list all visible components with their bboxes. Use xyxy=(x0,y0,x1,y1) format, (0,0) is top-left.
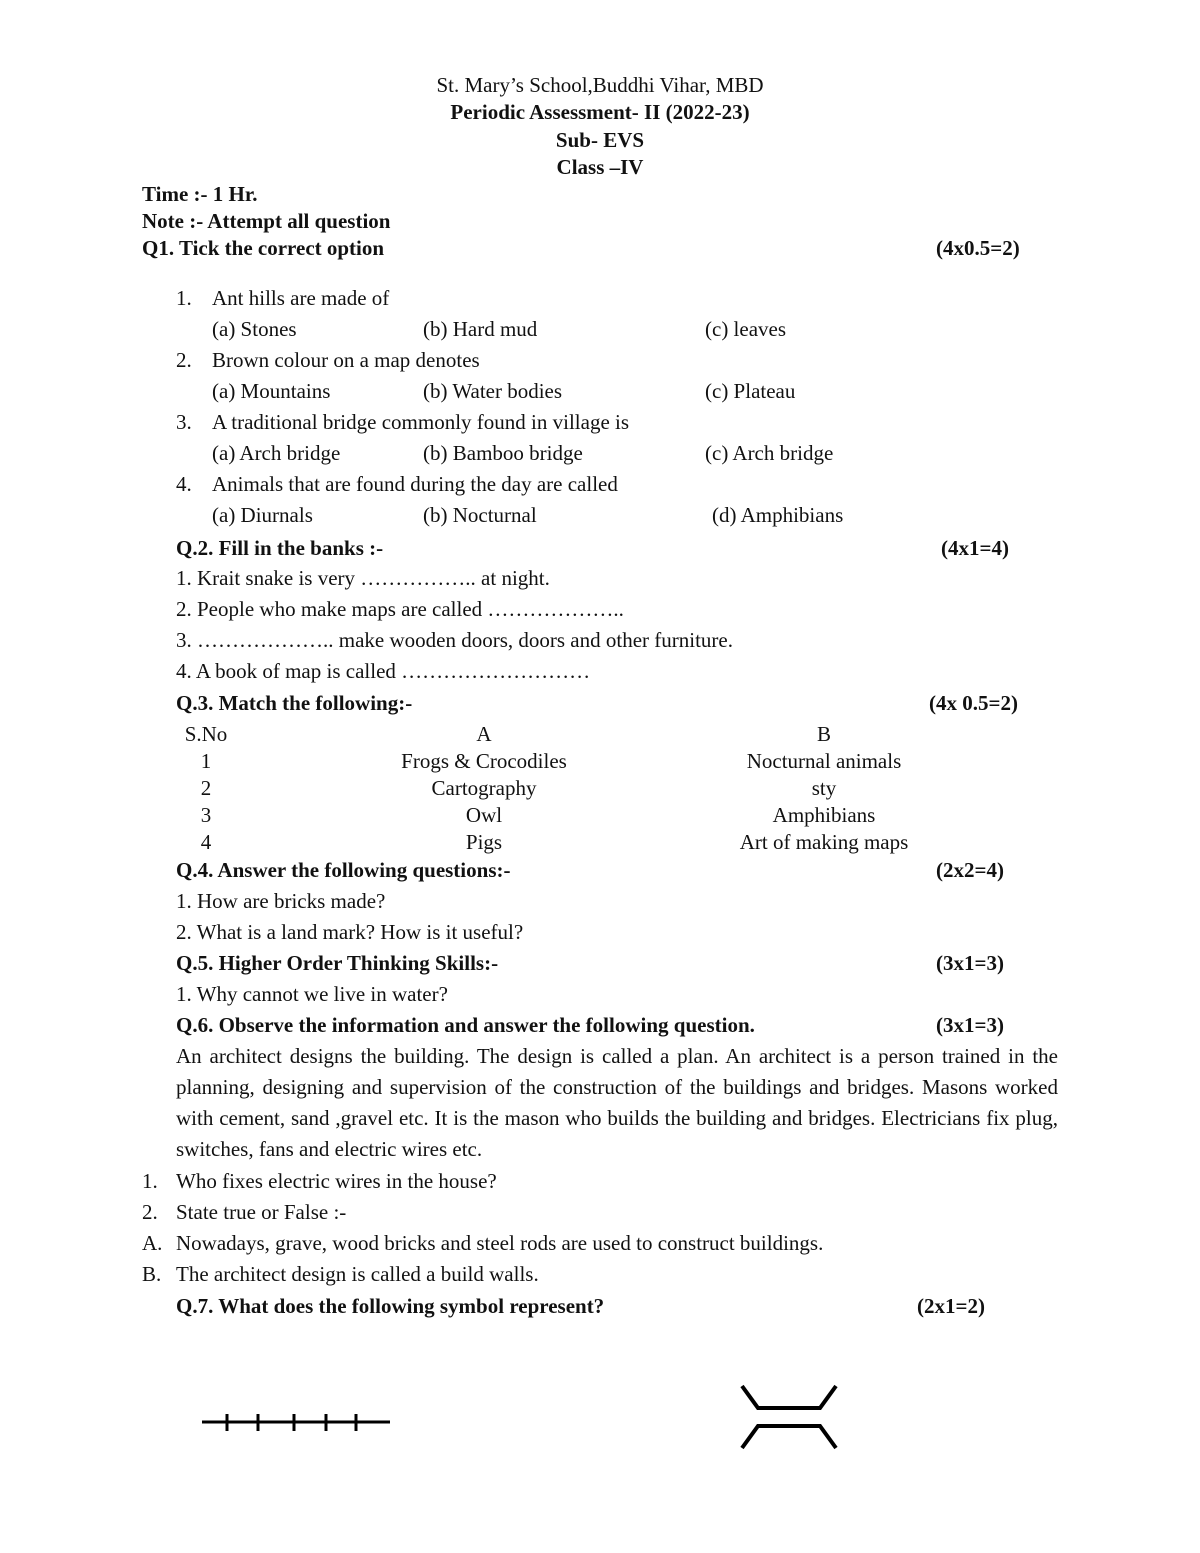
q1-item-number: 3. xyxy=(176,410,192,434)
q1-question: Animals that are found during the day are called xyxy=(212,472,618,496)
match-sno: 2 xyxy=(200,776,212,800)
school-name: St. Mary’s School,Buddhi Vihar, MBD xyxy=(436,73,764,97)
match-header-a: A xyxy=(476,722,492,746)
q6-item-number: B. xyxy=(142,1262,162,1286)
q1-question: A traditional bridge commonly found in village is xyxy=(212,410,630,434)
q1-option-c[interactable]: (c) Plateau xyxy=(705,379,796,403)
q3-title: Q.3. Match the following:- xyxy=(176,691,413,715)
q6-item-number: A. xyxy=(142,1231,163,1255)
q2-item: 3. ……………….. make wooden doors, doors and other furniture. xyxy=(176,628,733,652)
q6-item: Who fixes electric wires in the house? xyxy=(176,1169,497,1193)
match-col-a: Frogs & Crocodiles xyxy=(401,749,567,773)
q6-item: State true or False :- xyxy=(176,1200,347,1224)
match-col-a: Pigs xyxy=(465,830,503,854)
q1-item-number: 2. xyxy=(176,348,192,372)
q6-passage: An architect designs the building. The design is called a plan. An architect is a person trained in the planning, designing and supervision of the construction of the buildings and bridges. Masons worked with cement, sand ,gravel etc. It is the mason who builds the building and bridges. Electricians fix plug, switches, fans and electric wires etc. xyxy=(176,1044,1058,1161)
q1-option-b[interactable]: (b) Nocturnal xyxy=(423,503,537,527)
match-col-b: sty xyxy=(811,776,837,800)
q2-item: 2. People who make maps are called ……………….. xyxy=(176,597,624,621)
match-col-b: Art of making maps xyxy=(739,830,909,854)
q2-item: 4. A book of map is called ……………………… xyxy=(176,659,591,683)
match-col-a: Owl xyxy=(465,803,503,827)
match-header-sno: S.No xyxy=(184,722,228,746)
q3-marks: (4x 0.5=2) xyxy=(929,691,1018,715)
q6-item-number: 1. xyxy=(142,1169,158,1193)
q1-item-number: 4. xyxy=(176,472,192,496)
q1-title: Q1. Tick the correct option xyxy=(142,236,385,260)
q2-item: 1. Krait snake is very …………….. at night. xyxy=(176,566,550,590)
q4-marks: (2x2=4) xyxy=(936,858,1004,882)
q2-marks: (4x1=4) xyxy=(941,536,1009,560)
q1-option-a[interactable]: (a) Diurnals xyxy=(212,503,313,527)
q1-option-d[interactable]: (d) Amphibians xyxy=(712,503,844,527)
match-col-b: Nocturnal animals xyxy=(746,749,902,773)
bridge-symbol xyxy=(732,1378,848,1454)
exam-title: Periodic Assessment- II (2022-23) xyxy=(450,100,750,124)
q1-item-number: 1. xyxy=(176,286,192,310)
q6-item: Nowadays, grave, wood bricks and steel rods are used to construct buildings. xyxy=(176,1231,824,1255)
railway-line-symbol xyxy=(196,1406,396,1438)
q1-option-c[interactable]: (c) Arch bridge xyxy=(705,441,834,465)
q1-marks: (4x0.5=2) xyxy=(936,236,1020,260)
subject-line: Sub- EVS xyxy=(555,128,645,152)
match-col-b: Amphibians xyxy=(772,803,876,827)
q4-item: 2. What is a land mark? How is it useful? xyxy=(176,920,524,944)
q1-option-a[interactable]: (a) Arch bridge xyxy=(212,441,341,465)
match-sno: 1 xyxy=(200,749,212,773)
q2-title: Q.2. Fill in the banks :- xyxy=(176,536,384,560)
q4-title: Q.4. Answer the following questions:- xyxy=(176,858,511,882)
q5-item: 1. Why cannot we live in water? xyxy=(176,982,448,1006)
match-col-a: Cartography xyxy=(431,776,537,800)
q1-question: Brown colour on a map denotes xyxy=(212,348,480,372)
time-line: Time :- 1 Hr. xyxy=(142,182,258,206)
q6-marks: (3x1=3) xyxy=(936,1013,1004,1037)
note-line: Note :- Attempt all question xyxy=(142,209,391,233)
q1-option-a[interactable]: (a) Mountains xyxy=(212,379,331,403)
q6-item-number: 2. xyxy=(142,1200,158,1224)
q6-item: The architect design is called a build walls. xyxy=(176,1262,539,1286)
q7-title: Q.7. What does the following symbol represent? xyxy=(176,1294,605,1318)
q4-item: 1. How are bricks made? xyxy=(176,889,386,913)
q1-option-b[interactable]: (b) Hard mud xyxy=(423,317,538,341)
class-line: Class –IV xyxy=(556,155,644,179)
q7-marks: (2x1=2) xyxy=(917,1294,985,1318)
q1-option-b[interactable]: (b) Bamboo bridge xyxy=(423,441,583,465)
match-sno: 4 xyxy=(200,830,212,854)
q1-question: Ant hills are made of xyxy=(212,286,390,310)
q5-marks: (3x1=3) xyxy=(936,951,1004,975)
q1-option-a[interactable]: (a) Stones xyxy=(212,317,297,341)
q5-title: Q.5. Higher Order Thinking Skills:- xyxy=(176,951,499,975)
match-sno: 3 xyxy=(200,803,212,827)
q6-title: Q.6. Observe the information and answer the following question. xyxy=(176,1013,755,1037)
match-header-b: B xyxy=(816,722,831,746)
q1-option-b[interactable]: (b) Water bodies xyxy=(423,379,563,403)
q1-option-c[interactable]: (c) leaves xyxy=(705,317,787,341)
